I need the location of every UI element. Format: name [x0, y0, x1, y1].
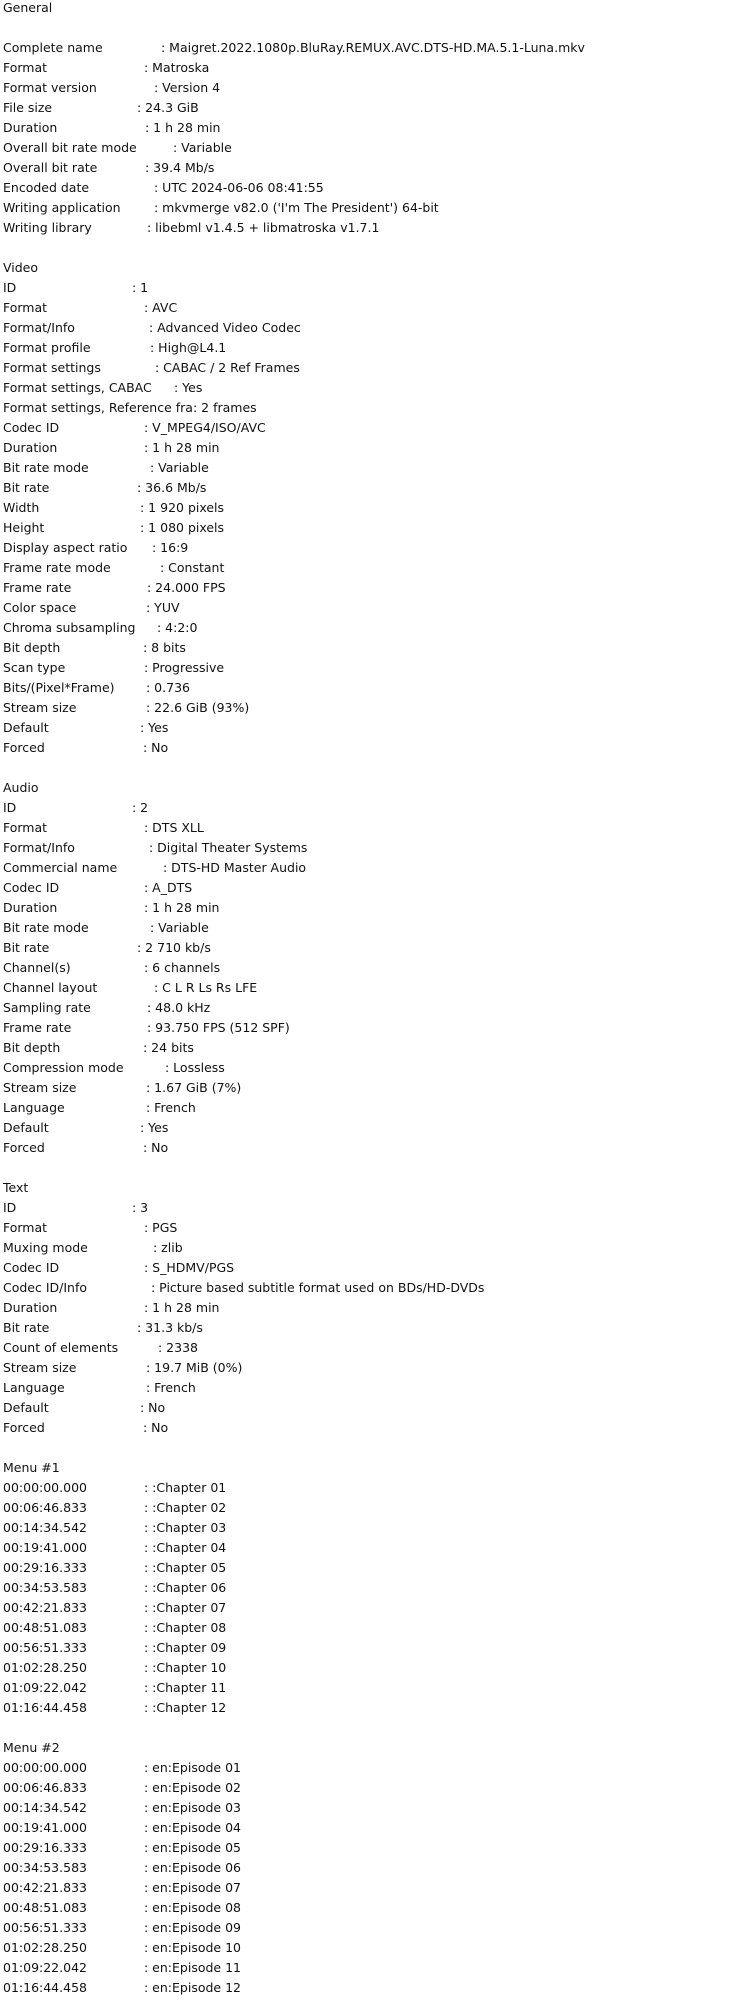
field-row	[3, 698, 738, 718]
field-label: Color space	[3, 600, 77, 615]
field-row	[3, 1318, 738, 1338]
field-label: 01:09:22.042	[3, 1960, 87, 1975]
field-label: Bit rate	[3, 940, 50, 955]
field-row	[3, 1358, 738, 1378]
field-label: Writing library	[3, 220, 92, 235]
field-label: Complete name	[3, 40, 103, 55]
field-label: Format/Info	[3, 840, 75, 855]
field-label: 00:19:41.000	[3, 1540, 87, 1555]
field-label: 00:00:00.000	[3, 1760, 87, 1775]
field-value: : 22.6 GiB (93%)	[146, 700, 250, 715]
field-value: : 24.000 FPS	[147, 580, 226, 595]
field-value: : Matroska	[144, 60, 210, 75]
field-label: Frame rate	[3, 1020, 72, 1035]
field-value: : :Chapter 02	[144, 1500, 227, 1515]
field-value: : 1 h 28 min	[144, 1300, 220, 1315]
field-value: : 93.750 FPS (512 SPF)	[147, 1020, 290, 1035]
field-row	[3, 1838, 738, 1858]
field-label: Format profile	[3, 340, 91, 355]
field-label: Codec ID	[3, 420, 60, 435]
field-label: 00:14:34.542	[3, 1520, 87, 1535]
field-value: : YUV	[146, 600, 180, 615]
field-value: : 24.3 GiB	[137, 100, 199, 115]
field-label: Chroma subsampling	[3, 620, 136, 635]
field-label: ID	[3, 800, 17, 815]
field-value: : AVC	[144, 300, 178, 315]
field-row	[3, 1758, 738, 1778]
field-row	[3, 58, 738, 78]
field-row	[3, 518, 738, 538]
field-label: ID	[3, 1200, 17, 1215]
field-value: : 2338	[158, 1340, 198, 1355]
field-row	[3, 578, 738, 598]
field-label: Default	[3, 1120, 49, 1135]
field-value: : French	[146, 1380, 196, 1395]
field-label: 01:16:44.458	[3, 1700, 87, 1715]
field-label: 00:34:53.583	[3, 1860, 87, 1875]
field-label: Codec ID	[3, 1260, 60, 1275]
field-label: 01:16:44.458	[3, 1980, 87, 1995]
field-row	[3, 338, 738, 358]
field-row	[3, 1398, 738, 1418]
field-value: : DTS XLL	[144, 820, 204, 835]
section-title: General	[3, 0, 53, 15]
section-title: Audio	[3, 780, 39, 795]
field-value: : en:Episode 12	[144, 1980, 241, 1995]
field-value: : en:Episode 09	[144, 1920, 241, 1935]
field-row	[3, 558, 738, 578]
field-value: : :Chapter 09	[144, 1640, 227, 1655]
field-value: : C L R Ls Rs LFE	[154, 980, 258, 995]
field-label: Stream size	[3, 1080, 77, 1095]
field-label: 00:42:21.833	[3, 1880, 87, 1895]
field-value: : en:Episode 11	[144, 1960, 241, 1975]
field-row	[3, 718, 738, 738]
blank-line	[3, 1158, 738, 1178]
field-label: 00:48:51.083	[3, 1900, 87, 1915]
field-row	[3, 1338, 738, 1358]
field-row	[3, 678, 738, 698]
field-value: : No	[143, 1140, 169, 1155]
field-label: Format settings	[3, 360, 101, 375]
field-label: Height	[3, 520, 45, 535]
field-label: 01:09:22.042	[3, 1680, 87, 1695]
field-label: Stream size	[3, 1360, 77, 1375]
field-label: Format	[3, 1220, 48, 1235]
field-row	[3, 478, 738, 498]
field-value: : 39.4 Mb/s	[145, 160, 215, 175]
field-label: Bit depth	[3, 1040, 61, 1055]
field-value: : Picture based subtitle format used on BDs/HD-DVDs	[151, 1280, 485, 1295]
field-label: Format	[3, 60, 48, 75]
field-row	[3, 458, 738, 478]
field-value: : Version 4	[154, 80, 221, 95]
field-value: : Yes	[140, 720, 169, 735]
field-label: Width	[3, 500, 40, 515]
field-label: Codec ID/Info	[3, 1280, 88, 1295]
field-value: : PGS	[144, 1220, 178, 1235]
field-label: Format version	[3, 80, 97, 95]
field-row	[3, 958, 738, 978]
field-value: : 1	[132, 280, 149, 295]
field-label: Codec ID	[3, 880, 60, 895]
field-value: : 1 h 28 min	[144, 440, 220, 455]
field-value: : No	[140, 1400, 166, 1415]
field-value: : 8 bits	[143, 640, 186, 655]
field-row	[3, 838, 738, 858]
field-value: : en:Episode 08	[144, 1900, 241, 1915]
field-row	[3, 1018, 738, 1038]
field-row	[3, 38, 738, 58]
section-audio	[3, 778, 738, 1178]
field-row	[3, 1418, 738, 1438]
field-row	[3, 1038, 738, 1058]
field-row	[3, 358, 738, 378]
field-row	[3, 1638, 738, 1658]
field-value: : Variable	[150, 920, 209, 935]
field-label: Stream size	[3, 700, 77, 715]
field-row	[3, 1938, 738, 1958]
field-row	[3, 738, 738, 758]
field-row	[3, 438, 738, 458]
field-value: : A_DTS	[144, 880, 193, 895]
field-label: 00:06:46.833	[3, 1500, 87, 1515]
field-row	[3, 158, 738, 178]
field-row	[3, 1918, 738, 1938]
field-row	[3, 938, 738, 958]
field-label: Bit rate mode	[3, 920, 89, 935]
field-label: Bit rate	[3, 480, 50, 495]
field-value: : Yes	[140, 1120, 169, 1135]
section-title: Menu #2	[3, 1740, 60, 1755]
field-value: : en:Episode 06	[144, 1860, 241, 1875]
field-value: : 19.7 MiB (0%)	[146, 1360, 243, 1375]
blank-line	[3, 1438, 738, 1458]
section-text	[3, 1178, 738, 1458]
field-label: Encoded date	[3, 180, 90, 195]
field-label: Bit rate mode	[3, 460, 89, 475]
field-row	[3, 858, 738, 878]
field-label: Format settings, Reference fra	[3, 400, 193, 415]
field-label: 00:56:51.333	[3, 1640, 87, 1655]
field-label: 01:02:28.250	[3, 1940, 87, 1955]
field-row	[3, 1498, 738, 1518]
field-row	[3, 1478, 738, 1498]
section-menu-2	[3, 1738, 738, 1998]
field-row	[3, 198, 738, 218]
field-value: : libebml v1.4.5 + libmatroska v1.7.1	[147, 220, 380, 235]
field-label: 00:19:41.000	[3, 1820, 87, 1835]
field-row	[3, 798, 738, 818]
field-row	[3, 1858, 738, 1878]
field-row	[3, 658, 738, 678]
field-value: : en:Episode 03	[144, 1800, 241, 1815]
field-value: : en:Episode 01	[144, 1760, 241, 1775]
field-value: : :Chapter 07	[144, 1600, 227, 1615]
field-value: : 2 710 kb/s	[137, 940, 211, 955]
field-value: : :Chapter 04	[144, 1540, 227, 1555]
field-label: Default	[3, 720, 49, 735]
field-value: : 6 channels	[144, 960, 221, 975]
field-value: : Variable	[173, 140, 232, 155]
field-value: : :Chapter 03	[144, 1520, 227, 1535]
field-label: Sampling rate	[3, 1000, 91, 1015]
field-row	[3, 1978, 738, 1998]
field-label: Bit rate	[3, 1320, 50, 1335]
field-row	[3, 1618, 738, 1638]
field-value: : :Chapter 12	[144, 1700, 227, 1715]
field-value: : Advanced Video Codec	[149, 320, 301, 335]
field-row	[3, 1198, 738, 1218]
blank-line	[3, 238, 738, 258]
field-row	[3, 1098, 738, 1118]
field-row	[3, 278, 738, 298]
field-row	[3, 118, 738, 138]
field-value: : :Chapter 01	[144, 1480, 227, 1495]
field-label: Compression mode	[3, 1060, 124, 1075]
field-row	[3, 1878, 738, 1898]
field-label: Display aspect ratio	[3, 540, 128, 555]
field-label: Language	[3, 1100, 65, 1115]
field-value: : :Chapter 06	[144, 1580, 227, 1595]
field-label: Frame rate mode	[3, 560, 111, 575]
field-value: : High@L4.1	[150, 340, 227, 355]
field-value: : 1 920 pixels	[140, 500, 225, 515]
field-row	[3, 1078, 738, 1098]
field-value: : 2	[132, 800, 149, 815]
field-value: : No	[143, 740, 169, 755]
field-row	[3, 1298, 738, 1318]
field-value: : 31.3 kb/s	[137, 1320, 203, 1335]
field-row	[3, 1238, 738, 1258]
field-label: Overall bit rate	[3, 160, 98, 175]
field-row	[3, 1698, 738, 1718]
field-label: Duration	[3, 440, 58, 455]
section-title: Text	[3, 1180, 29, 1195]
field-label: Duration	[3, 1300, 58, 1315]
field-label: Commercial name	[3, 860, 118, 875]
field-label: 00:29:16.333	[3, 1840, 87, 1855]
field-label: Default	[3, 1400, 49, 1415]
field-value: : zlib	[153, 1240, 183, 1255]
field-value: : CABAC / 2 Ref Frames	[155, 360, 300, 375]
field-label: Forced	[3, 740, 45, 755]
field-row	[3, 1518, 738, 1538]
field-row	[3, 1118, 738, 1138]
field-value: : 1 h 28 min	[144, 900, 220, 915]
field-label: Format	[3, 820, 48, 835]
field-row	[3, 1958, 738, 1978]
field-value: : 1 080 pixels	[140, 520, 225, 535]
field-label: Format/Info	[3, 320, 75, 335]
field-row	[3, 298, 738, 318]
field-row	[3, 1538, 738, 1558]
field-row	[3, 398, 738, 418]
field-row	[3, 1218, 738, 1238]
field-label: Forced	[3, 1140, 45, 1155]
field-label: File size	[3, 100, 53, 115]
field-value: : en:Episode 05	[144, 1840, 241, 1855]
field-value: : 48.0 kHz	[147, 1000, 211, 1015]
field-row	[3, 378, 738, 398]
field-row	[3, 318, 738, 338]
field-row	[3, 978, 738, 998]
field-label: Language	[3, 1380, 65, 1395]
field-value: : 1 h 28 min	[145, 120, 221, 135]
field-row	[3, 878, 738, 898]
field-value: : 0.736	[146, 680, 190, 695]
field-value: : Variable	[150, 460, 209, 475]
field-label: 00:29:16.333	[3, 1560, 87, 1575]
field-row	[3, 898, 738, 918]
field-row	[3, 178, 738, 198]
field-value: : en:Episode 02	[144, 1780, 241, 1795]
field-row	[3, 138, 738, 158]
field-value: : V_MPEG4/ISO/AVC	[144, 420, 266, 435]
field-row	[3, 1678, 738, 1698]
field-label: Frame rate	[3, 580, 72, 595]
field-value: : Lossless	[165, 1060, 225, 1075]
field-row	[3, 638, 738, 658]
field-label: 00:42:21.833	[3, 1600, 87, 1615]
mediainfo-report	[3, 0, 738, 1998]
field-row	[3, 1598, 738, 1618]
field-label: 00:34:53.583	[3, 1580, 87, 1595]
field-label: 00:00:00.000	[3, 1480, 87, 1495]
field-row	[3, 598, 738, 618]
field-value: : Maigret.2022.1080p.BluRay.REMUX.AVC.DTS-HD.MA.5.1-Luna.mkv	[161, 40, 585, 55]
field-label: Count of elements	[3, 1340, 119, 1355]
field-value: : 3	[132, 1200, 149, 1215]
field-row	[3, 78, 738, 98]
field-row	[3, 998, 738, 1018]
field-value: : en:Episode 04	[144, 1820, 241, 1835]
field-value: : Yes	[174, 380, 203, 395]
field-label: Writing application	[3, 200, 121, 215]
field-label: 01:02:28.250	[3, 1660, 87, 1675]
field-row	[3, 1798, 738, 1818]
field-value: : :Chapter 10	[144, 1660, 227, 1675]
blank-line	[3, 18, 738, 38]
field-label: Overall bit rate mode	[3, 140, 137, 155]
field-row	[3, 1378, 738, 1398]
field-value: : en:Episode 07	[144, 1880, 241, 1895]
field-value: : Digital Theater Systems	[149, 840, 308, 855]
field-row	[3, 618, 738, 638]
section-title: Menu #1	[3, 1460, 60, 1475]
field-value: : 4:2:0	[157, 620, 198, 635]
blank-line	[3, 758, 738, 778]
field-label: 00:48:51.083	[3, 1620, 87, 1635]
field-row	[3, 1558, 738, 1578]
field-label: ID	[3, 280, 17, 295]
field-row	[3, 218, 738, 238]
field-row	[3, 1778, 738, 1798]
field-row	[3, 818, 738, 838]
field-row	[3, 418, 738, 438]
field-label: Muxing mode	[3, 1240, 88, 1255]
field-value: : en:Episode 10	[144, 1940, 241, 1955]
field-row	[3, 1258, 738, 1278]
field-label: Format	[3, 300, 48, 315]
field-value: : DTS-HD Master Audio	[163, 860, 307, 875]
field-value: : No	[143, 1420, 169, 1435]
field-value: : French	[146, 1100, 196, 1115]
field-row	[3, 1658, 738, 1678]
field-label: Duration	[3, 900, 58, 915]
field-row	[3, 1058, 738, 1078]
field-row	[3, 498, 738, 518]
field-value: : mkvmerge v82.0 ('I'm The President') 64-bit	[154, 200, 439, 215]
blank-line	[3, 1718, 738, 1738]
field-value: : 1.67 GiB (7%)	[146, 1080, 242, 1095]
field-label: 00:14:34.542	[3, 1800, 87, 1815]
field-label: Forced	[3, 1420, 45, 1435]
section-video	[3, 258, 738, 778]
field-value: : Constant	[160, 560, 225, 575]
field-label: Bits/(Pixel*Frame)	[3, 680, 115, 695]
field-value: : S_HDMV/PGS	[144, 1260, 235, 1275]
field-row	[3, 1818, 738, 1838]
section-general	[3, 0, 738, 258]
field-label: Channel(s)	[3, 960, 71, 975]
field-value: : :Chapter 08	[144, 1620, 227, 1635]
field-row	[3, 1138, 738, 1158]
field-label: 00:56:51.333	[3, 1920, 87, 1935]
field-value: : UTC 2024-06-06 08:41:55	[154, 180, 324, 195]
field-row	[3, 918, 738, 938]
field-row	[3, 1578, 738, 1598]
field-value: : Progressive	[144, 660, 225, 675]
field-label: Scan type	[3, 660, 66, 675]
field-label: Duration	[3, 120, 58, 135]
section-title: Video	[3, 260, 39, 275]
field-value: : :Chapter 11	[144, 1680, 227, 1695]
field-row	[3, 538, 738, 558]
field-label: Channel layout	[3, 980, 98, 995]
field-row	[3, 98, 738, 118]
field-value: : :Chapter 05	[144, 1560, 227, 1575]
field-value: : 36.6 Mb/s	[137, 480, 207, 495]
field-value: : 16:9	[152, 540, 189, 555]
field-row	[3, 1278, 738, 1298]
field-value: : 24 bits	[143, 1040, 194, 1055]
field-label: 00:06:46.833	[3, 1780, 87, 1795]
field-label: Format settings, CABAC	[3, 380, 152, 395]
field-value: : 2 frames	[193, 400, 257, 415]
field-label: Bit depth	[3, 640, 61, 655]
field-row	[3, 1898, 738, 1918]
section-menu-1	[3, 1458, 738, 1738]
